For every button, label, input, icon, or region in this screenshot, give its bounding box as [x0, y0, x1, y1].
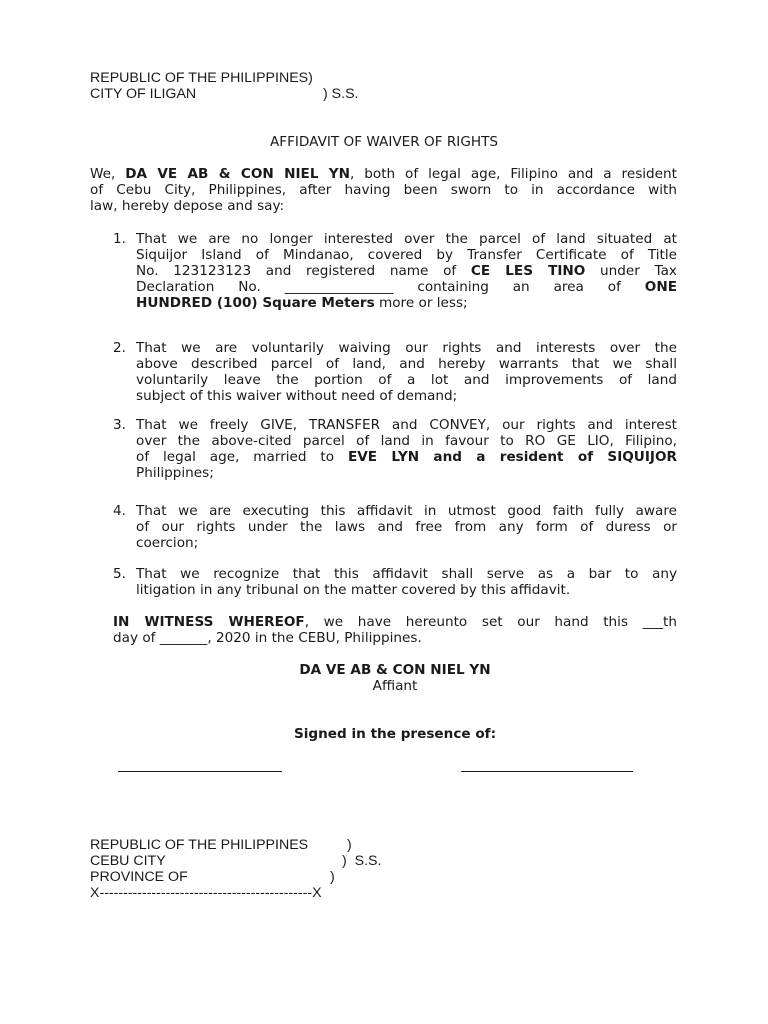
item-line: Siquijor Island of Mindanao, covered by Transfer Certificate of Title — [136, 247, 677, 263]
caption-line-1: REPUBLIC OF THE PHILIPPINES) — [90, 70, 313, 86]
item-line — [136, 279, 677, 295]
item-3 — [136, 417, 677, 481]
item-number: 2. — [113, 340, 126, 356]
item-line: litigation in any tribunal on the matter covered by this affidavit. — [136, 582, 571, 598]
caption-city: CITY OF ILIGAN — [90, 86, 197, 102]
item-number: 4. — [113, 503, 126, 519]
item-line: That we are no longer interested over the parcel of land situated at — [136, 231, 677, 247]
witness-signature-line-left — [118, 771, 282, 772]
jurat-paren: ) — [347, 837, 352, 853]
item-5 — [136, 566, 677, 598]
intro-line: law, hereby depose and say: — [90, 198, 285, 214]
item-line: Philippines; — [136, 465, 214, 481]
witness-signature-line-right — [461, 771, 633, 772]
item-line — [136, 449, 677, 465]
item-line: That we are executing this affidavit in utmost good faith fully aware — [136, 503, 677, 519]
intro-affiants: DA VE AB & CON NIEL YN — [125, 166, 351, 182]
intro-paragraph — [90, 166, 677, 214]
jurat-paren: ) — [330, 869, 335, 885]
item-text: under Tax — [585, 263, 677, 279]
witness-line: day of _______, 2020 in the CEBU, Philippines. — [113, 630, 422, 646]
jurat-separator: X---------------------------------------------X — [90, 885, 322, 901]
item-line: over the above-cited parcel of land in favour to RO GE LIO, Filipino, — [136, 433, 677, 449]
jurat-province: PROVINCE OF — [90, 869, 188, 885]
item-line: subject of this waiver without need of demand; — [136, 388, 458, 404]
jurat-republic: REPUBLIC OF THE PHILIPPINES — [90, 837, 309, 853]
intro-we: We, — [90, 166, 126, 182]
item-number: 5. — [113, 566, 126, 582]
item-2 — [136, 340, 677, 404]
witness-bold: IN WITNESS WHEREOF — [113, 614, 305, 630]
item-line: That we recognize that this affidavit shall serve as a bar to any — [136, 566, 677, 582]
intro-rest: , both of legal age, Filipino and a resident — [350, 166, 677, 182]
item-line: coercion; — [136, 535, 199, 551]
item-1 — [136, 231, 677, 311]
jurat-ss: ) S.S. — [342, 853, 382, 869]
witness-line — [113, 614, 677, 630]
item-4 — [136, 503, 677, 551]
item-text: No. 123123123 and registered name of — [136, 263, 471, 279]
item-text: Declaration No. ________________ containing an area of — [136, 279, 645, 295]
item-line — [136, 295, 677, 311]
item-number: 1. — [113, 231, 126, 247]
item-line: That we freely GIVE, TRANSFER and CONVEY, our rights and interest — [136, 417, 677, 433]
witness-text: , we have hereunto set our hand this ___th — [304, 614, 677, 630]
caption-ss: ) S.S. — [323, 86, 359, 102]
item-text: more or less; — [374, 295, 468, 311]
item-number: 3. — [113, 417, 126, 433]
item-text: of legal age, married to — [136, 449, 348, 465]
jurat-city: CEBU CITY — [90, 853, 166, 869]
area-text: ONE — [644, 279, 677, 295]
affiant-label: Affiant — [372, 678, 418, 694]
item-line — [136, 263, 677, 279]
document-title: AFFIDAVIT OF WAIVER OF RIGHTS — [269, 134, 499, 150]
spouse-residence: EVE LYN and a resident of SIQUIJOR — [347, 449, 677, 465]
intro-line: of Cebu City, Philippines, after having been sworn to in accordance with — [90, 182, 677, 198]
area-text: HUNDRED (100) Square Meters — [136, 295, 375, 311]
signed-presence-heading: Signed in the presence of: — [293, 726, 497, 742]
affiant-names: DA VE AB & CON NIEL YN — [299, 662, 491, 678]
intro-line — [90, 166, 677, 182]
witness-paragraph — [113, 614, 677, 646]
item-line: voluntarily leave the portion of a lot and improvements of land — [136, 372, 677, 388]
item-line: above described parcel of land, and hereby warrants that we shall — [136, 356, 677, 372]
item-line: That we are voluntarily waiving our rights and interests over the — [136, 340, 677, 356]
registered-name: CE LES TINO — [470, 263, 586, 279]
item-line: of our rights under the laws and free from any form of duress or — [136, 519, 677, 535]
